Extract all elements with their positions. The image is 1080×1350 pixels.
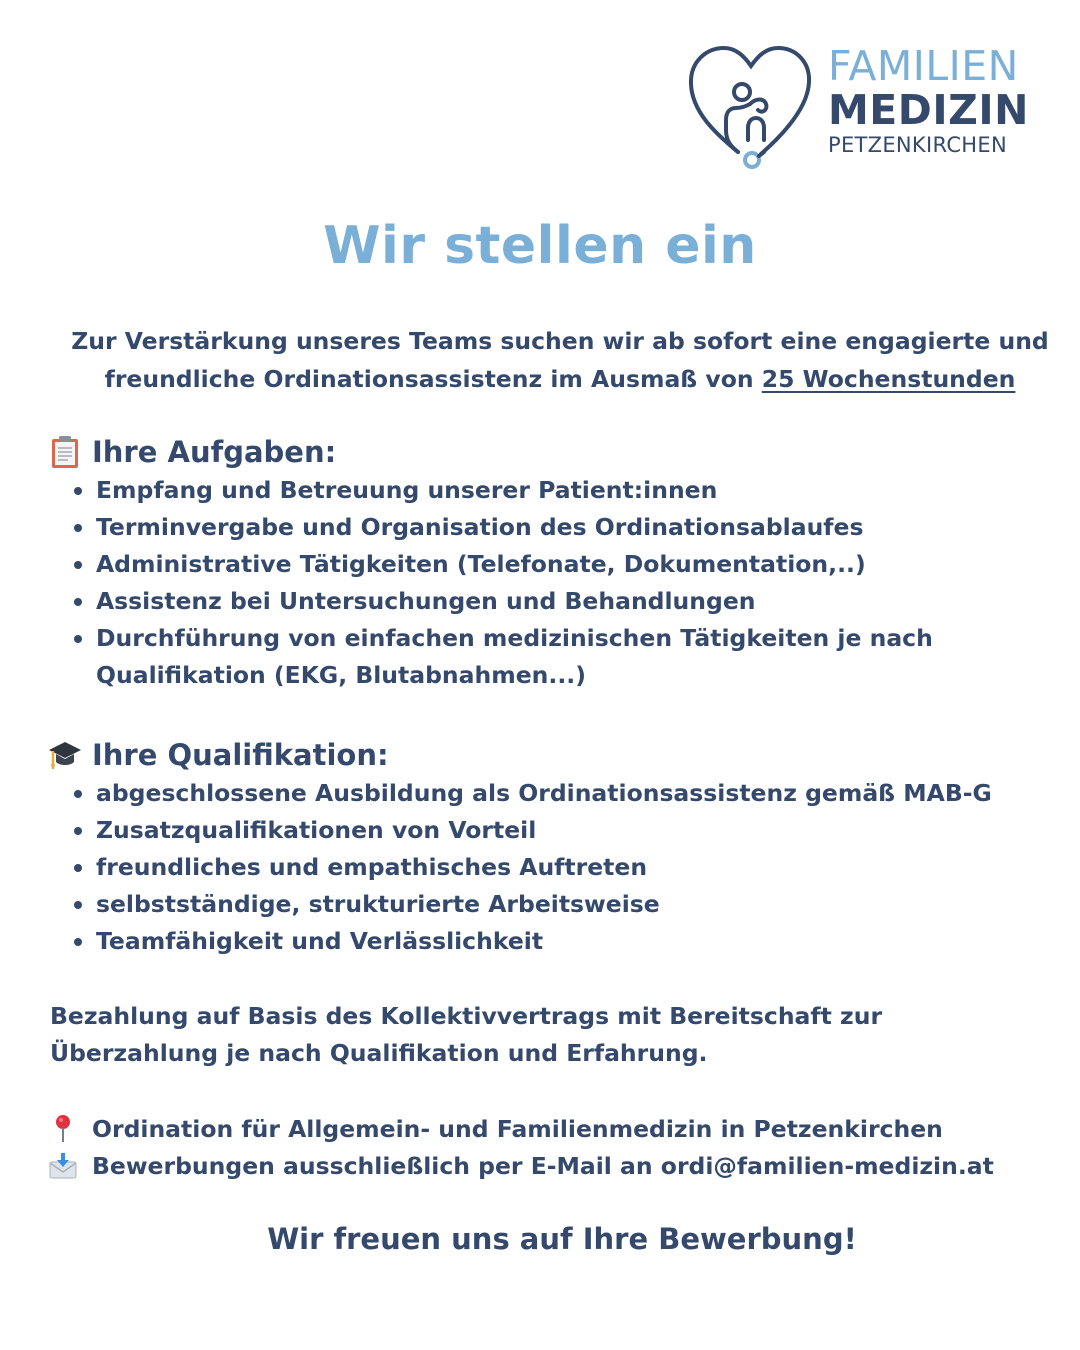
tasks-section [48,432,1058,694]
list-item: Administrative Tätigkeiten (Telefonate, Dokumentation,..) [96,546,1058,583]
page-title: Wir stellen ein [323,216,757,276]
graduation-cap-icon [48,738,82,772]
qualifications-section [48,735,1058,960]
list-item: Zusatzqualifikationen von Vorteil [96,812,1058,849]
location-text: Ordination für Allgemein- und Familienmedizin in Petzenkirchen [92,1114,943,1143]
list-item: Durchführung von einfachen medizinischen Tätigkeiten je nach Qualifikation (EKG, Blutabnahmen...) [96,620,1058,694]
qualifications-heading-text: Ihre Qualifikation: [92,738,389,772]
qualifications-list [48,775,1058,960]
logo-text [828,44,1058,158]
list-item: freundliches und empathisches Auftreten [96,849,1058,886]
envelope-arrow-icon [48,1151,78,1181]
payment-text: Bezahlung auf Basis des Kollektivvertrags mit Bereitschaft zur Überzahlung je nach Qualifikation und Erfahrung. [50,1002,883,1067]
clipboard-icon [48,435,82,469]
intro-paragraph [60,322,1060,398]
list-item: abgeschlossene Ausbildung als Ordinationsassistenz gemäß MAB-G [96,775,1058,812]
location-line [48,1110,943,1147]
list-item: Terminvergabe und Organisation des Ordinationsablaufes [96,509,1058,546]
logo-line-familien: FAMILIEN [828,42,1019,90]
tasks-heading-text: Ihre Aufgaben: [92,435,337,469]
qualifications-heading [48,735,1058,775]
tasks-heading [48,432,1058,472]
heart-stethoscope-family-icon [686,42,816,172]
list-item: Empfang und Betreuung unserer Patient:innen [96,472,1058,509]
list-item: Assistenz bei Untersuchungen und Behandlungen [96,583,1058,620]
hours-highlight: 25 Wochenstunden [761,365,1016,393]
list-item: selbstständige, strukturierte Arbeitsweise [96,886,1058,923]
list-item: Teamfähigkeit und Verlässlichkeit [96,923,1058,960]
tasks-list [48,472,1058,694]
closing-text: Wir freuen uns auf Ihre Bewerbung! [267,1222,857,1256]
logo-line-medizin: MEDIZIN [828,86,1029,134]
intro-text: Zur Verstärkung unseres Teams suchen wir ab sofort eine engagierte und freundliche Ordinationsassistenz im Ausmaß von [71,327,1049,393]
pushpin-icon [48,1114,78,1144]
email-line [48,1147,994,1184]
logo-line-petzenkirchen: PETZENKIRCHEN [828,133,1007,157]
logo [686,42,1056,174]
email-text: Bewerbungen ausschließlich per E-Mail an ordi@familien-medizin.at [92,1151,994,1180]
